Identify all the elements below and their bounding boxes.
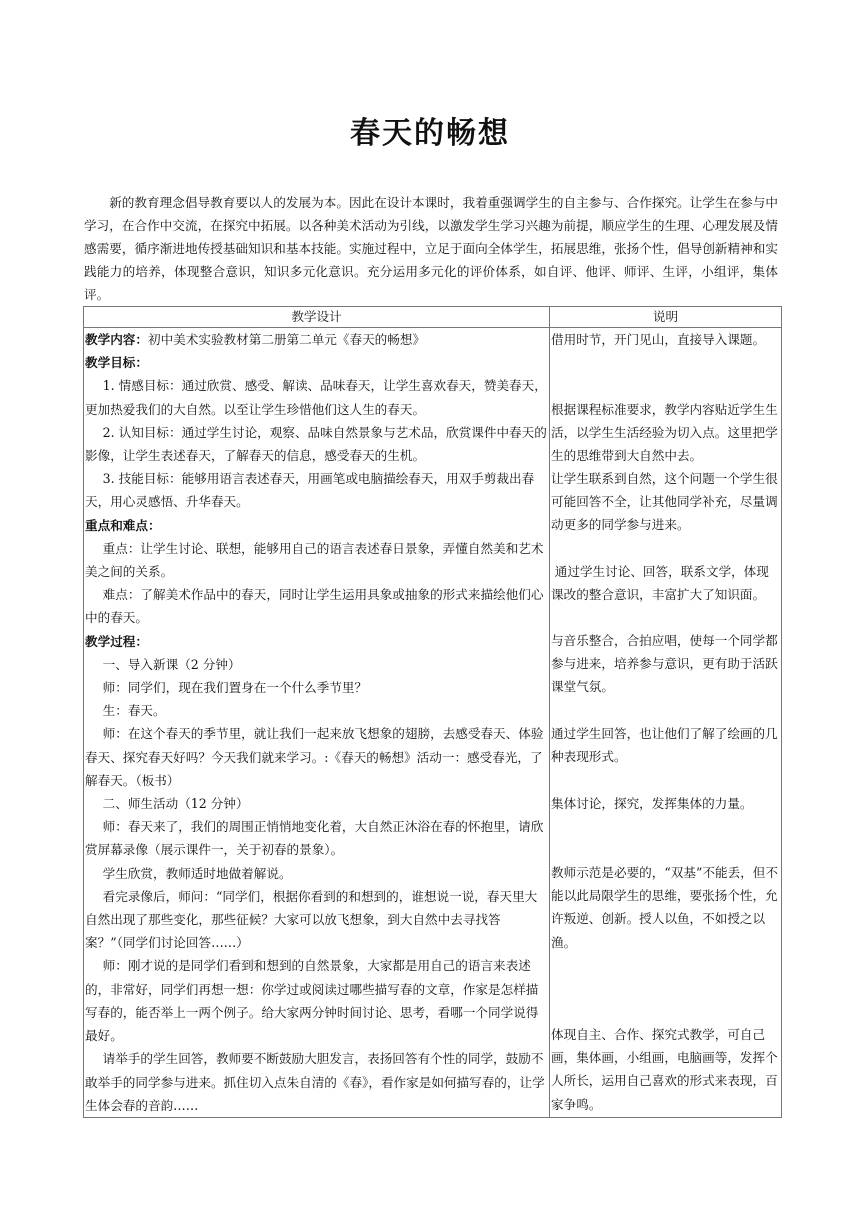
note-5: 与音乐整合，合拍应唱，使每一个同学都参与进来，培养参与意识，更有助于活跃课堂气氛。 (551, 633, 778, 695)
header-design: 教学设计 (84, 307, 550, 328)
content-label: 教学内容： (85, 332, 148, 347)
key-points-heading: 重点和难点： (85, 517, 161, 533)
student-answer-guidance: 请举手的学生回答，教师要不断鼓励大胆发言，表扬回答有个性的同学，鼓励不敢举手的同学参与进来。抓住切入点朱自清的《春》，看作家是如何描写春的，让学生体会春的音韵…… (85, 1051, 545, 1113)
note-9: 体现自主、合作、探究式教学，可自己画，集体画，小组画，电脑画等，发挥个人所长，运用自己喜欢的形式来表现，百家争鸣。 (551, 1027, 778, 1112)
student-appreciation: 学生欣赏，教师适时地做着解说。 (102, 865, 292, 881)
goal-emotion: 1. 情感目标：通过欣赏、感受、解读、品味春天，让学生喜欢春天，赞美春天，更加热爱我们的大自然。以至让学生珍惜他们这人生的春天。 (85, 378, 547, 417)
goals-heading: 教学目标： (85, 355, 148, 371)
note-2: 根据课程标准要求，教学内容贴近学生生活，以学生生活经验为切入点。这里把学生的思维带到大自然中去。 (551, 402, 778, 464)
goal-cognition: 2. 认知目标：通过学生讨论，观察、品味自然景象与艺术品，欣赏课件中春天的影像，让学生表述春天，了解春天的信息，感受春天的生机。 (85, 424, 547, 464)
notes-container (551, 328, 780, 1112)
dialogue-student-1: 生：春天。 (102, 703, 166, 719)
note-4: 通过学生讨论、回答，联系文学，体现课改的整合意识，丰富扩大了知识面。 (551, 564, 769, 603)
process-heading: 教学过程： (85, 633, 148, 649)
note-8: 教师示范是必要的，“双基”不能丢，但不能以此局限学生的思维，要张扬个性，允许叛逆、创新。授人以鱼，不如授之以渔。 (551, 865, 778, 950)
note-7: 集体讨论，探究，发挥集体的力量。 (551, 796, 753, 811)
header-notes: 说明 (550, 307, 782, 328)
table-header-row (84, 307, 782, 328)
content-line (85, 328, 548, 351)
dialogue-teacher-1: 师：同学们，现在我们置身在一个什么季节里？ (102, 680, 368, 696)
process-step-1: 一、导入新课（2 分钟） (102, 656, 241, 672)
page-title: 春天的畅想 (350, 116, 510, 151)
note-1: 借用时节，开门见山，直接导入课题。 (551, 332, 766, 347)
intro-paragraph: 新的教育理念倡导教育要以人的发展为本。因此在设计本课时，我着重强调学生的自主参与、合作探究。让学生在参与中学习，在合作中交流，在探究中拓展。以各种美术活动为引线，以激发学生学习兴趣为前提，顺应学生的生理、心理发展及情感需要，循序渐进地传授基础知识和基本技能。实施过程中，立足于面向全体学生，拓展思维，张扬个性，倡导创新精神和实践能力的培养，体现整合意识，知识多元化意识。充分运用多元化的评价体系，如自评、他评、师评、生评，小组评，集体评。 (84, 195, 778, 302)
lesson-table (83, 306, 782, 1118)
dialogue-teacher-2: 师：在这个春天的季节里，就让我们一起来放飞想象的翅膀，去感受春天、体验春天、探究春天好吗？今天我们就来学习。:《春天的畅想》活动一：感受春光，了解春天。（板书） (85, 726, 544, 788)
design-cell (84, 328, 550, 1118)
note-6: 通过学生回答，也让他们了解了绘画的几种表现形式。 (551, 726, 778, 765)
process-step-2: 二、师生活动（12 分钟） (102, 796, 249, 812)
key-point: 重点：让学生讨论、联想，能够用自己的语言表述春日景象，弄懂自然美和艺术美之间的关系。 (85, 540, 544, 580)
difficult-point: 难点：了解美术作品中的春天，同时让学生运用具象或抽象的形式来描绘他们心中的春天。 (85, 587, 544, 626)
table-body-row (84, 328, 782, 1118)
dialogue-teacher-4: 师：刚才说的是同学们看到和想到的自然景象，大家都是用自己的语言来表述的，非常好，同学们再想一想：你学过或阅读过哪些描写春的文章，作家是怎样描写春的，能否举上一两个例子。给大家两分钟时间讨论、思考，看哪一个同学说得最好。 (85, 958, 539, 1044)
teacher-question: 看完录像后，师问：“同学们，根据你看到的和想到的，谁想说一说，春天里大自然出现了那些变化，那些征候？大家可以放飞想象，到大自然中去寻找答案？”（同学们讨论回答……） (85, 888, 538, 951)
notes-cell (550, 328, 782, 1118)
content-text: 初中美术实验教材第二册第二单元《春天的畅想》 (147, 332, 426, 347)
dialogue-teacher-3: 师：春天来了，我们的周围正悄悄地变化着，大自然正沐浴在春的怀抱里，请欣赏屏幕录像（展示课件一，关于初春的景象）。 (85, 819, 544, 858)
note-3: 让学生联系到自然，这个问题一个学生很可能回答不全，让其他同学补充，尽量调动更多的同学参与进来。 (551, 471, 778, 533)
goal-skill: 3. 技能目标：能够用语言表述春天，用画笔或电脑描绘春天，用双手剪裁出春天，用心灵感悟、升华春天。 (85, 471, 535, 510)
